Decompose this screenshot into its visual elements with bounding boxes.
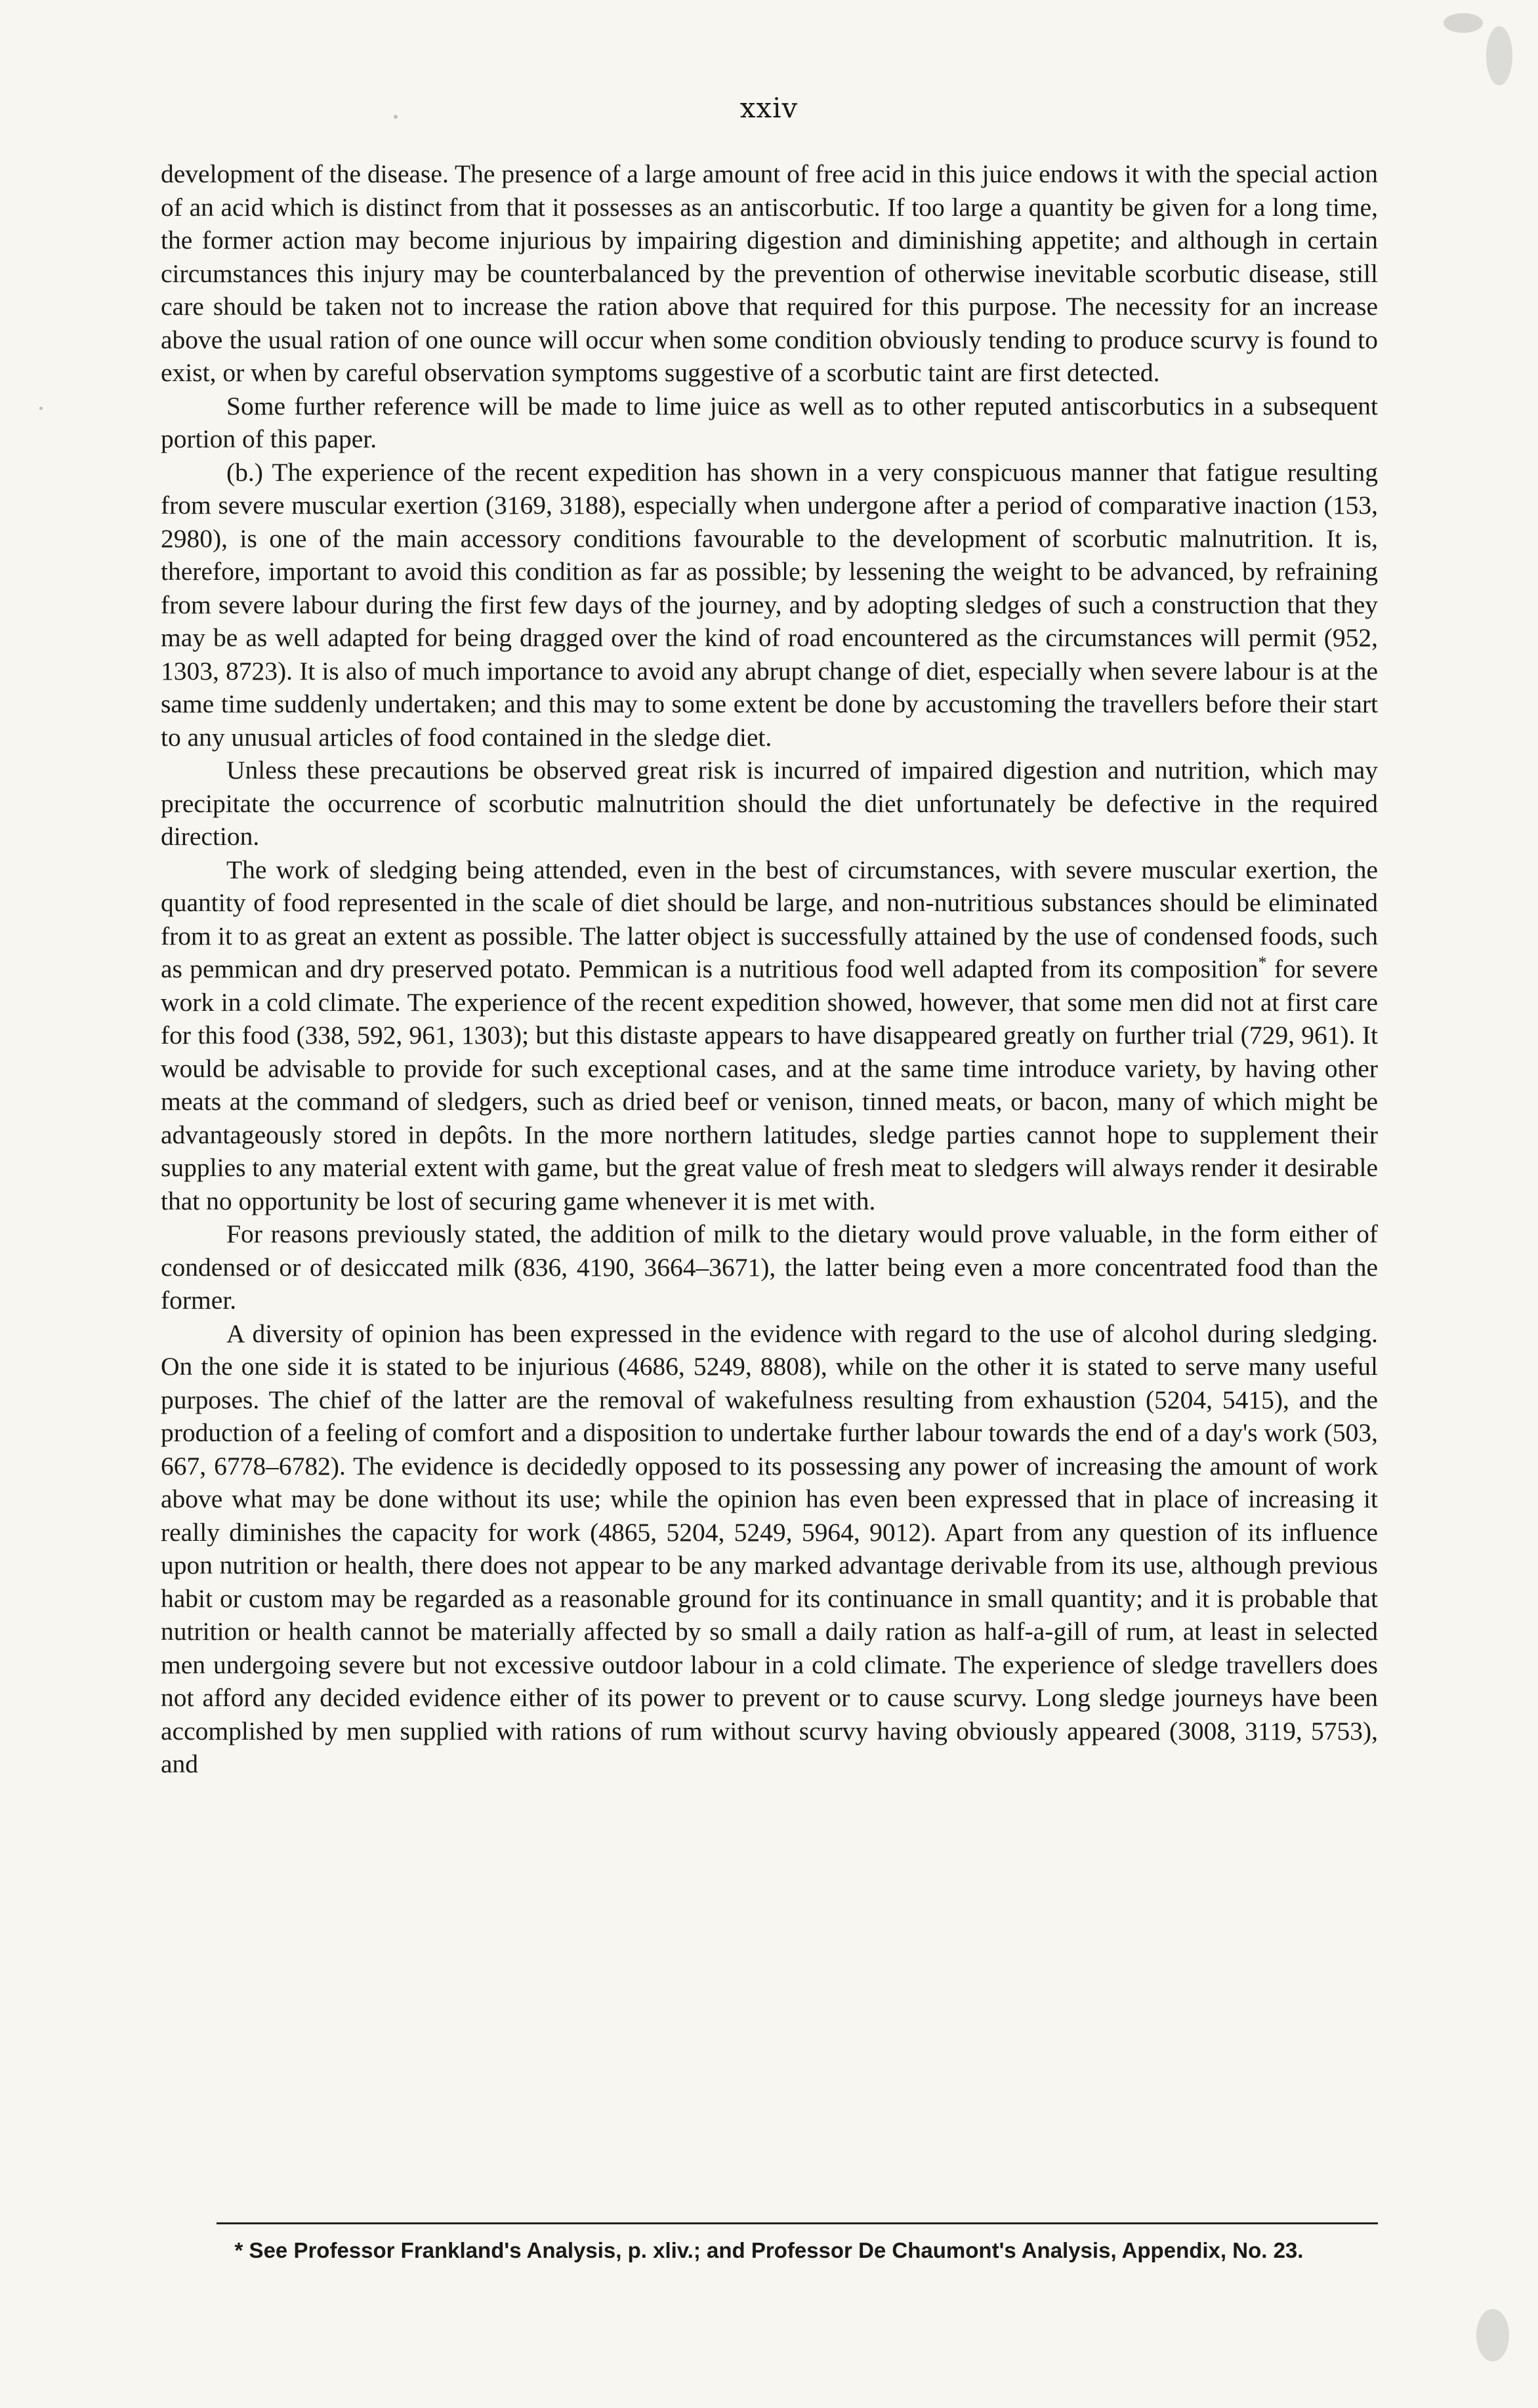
paragraph-sledging-food-part1: The work of sledging being attended, even in the best of circumstances, with severe muscular exertion, the quantity of food represented in the scale of diet should be large, and non-nutritious substances should be eliminated from it to as great an extent as possible. The latter object is successfully attained by the use of condensed foods, such as pemmican and dry preserved potato. Pemmican is a nutritious food well adapted from its composition [161,855,1378,983]
paragraph-milk: For reasons previously stated, the addition of milk to the dietary would prove valuable, in the form either of condensed or of desiccated milk (836, 4190, 3664–3671), the latter being even a more concentrated food than the former. [161,1219,1378,1315]
paragraph-alcohol: A diversity of opinion has been expressed in the evidence with regard to the use of alcohol during sledging. On the one side it is stated to be injurious (4686, 5249, 8808), while on the other it is stated to serve many useful purposes. The chief of the latter are the removal of wakefulness resulting from exhaustion (5204, 5415), and the production of a feeling of comfort and a disposition to undertake further labour towards the end of a day's work (503, 667, 6778–6782). The evidence is decidedly opposed to its possessing any power of increasing the amount of work above what may be done without its use; while the opinion has even been expressed that in place of increasing it really diminishes the capacity for work (4865, 5204, 5249, 5964, 9012). Apart from any question of its influence upon nutrition or health, there does not appear to be any marked advantage derivable from its use, although previous habit or custom may be regarded as a reasonable ground for its continuance in small quantity; and it is probable that nutrition or health cannot be materially affected by so small a daily ration as half-a-gill of rum, at least in selected men undergoing severe but not excessive outdoor labour in a cold climate. The experience of sledge travellers does not afford any decided evidence either of its power to prevent or to cause scurvy. Long sledge journeys have been accomplished by men supplied with rations of rum without scurvy having obviously appeared (3008, 3119, 5753), and [161,1318,1378,1778]
page-number: xxiv [739,92,799,124]
footnote-marker: * [1258,952,1267,972]
scan-speck [1476,2309,1509,2361]
paragraph-sledging-food [161,853,1378,1218]
body-text [161,157,1378,1781]
footnote: * See Professor Frankland's Analysis, p. xliv.; and Professor De Chaumont's Analysis, Appendix, No. 23. [234,2238,1304,2262]
paragraph-precautions: Unless these precautions be observed great risk is incurred of impaired digestion and nutrition, which may precipitate the occurrence of scorbutic malnutrition should the diet unfortunately be defective in the required direction. [161,756,1378,851]
paragraph-further-reference: Some further reference will be made to lime juice as well as to other reputed antiscorbutics in a subsequent portion of this paper. [161,391,1378,453]
paragraph-lime-juice-continuation: development of the disease. The presence of a large amount of free acid in this juice endows it with the special action of an acid which is distinct from that it possesses as an antiscorbutic. If too large a quantity be given for a long time, the former action may become injurious by impairing digestion and diminishing appetite; and although in certain circumstances this injury may be counterbalanced by the prevention of otherwise inevitable scorbutic disease, still care should be taken not to increase the ration above that required for this purpose. The necessity for an increase above the usual ration of one ounce will occur when some condition obviously tending to produce scurvy is found to exist, or when by careful observation symptoms suggestive of a scorbutic taint are first detected. [161,159,1378,387]
footnote-rule [217,2222,1378,2224]
scan-speck [1444,13,1483,33]
scan-speck [39,407,43,410]
scan-speck [1486,26,1512,85]
scan-speck [394,115,398,119]
paragraph-sledging-food-part2: for severe work in a cold climate. The experience of the recent expedition showed, however, that some men did not at first care for this food (338, 592, 961, 1303); but this distaste appears to have disappeared greatly on further trial (729, 961). It would be advisable to provide for such exceptional cases, and at the same time introduce variety, by having other meats at the command of sledgers, such as dried beef or venison, tinned meats, or bacon, many of which might be advantageously stored in depôts. In the more northern latitudes, sledge parties cannot hope to supplement their supplies to any material extent with game, but the great value of fresh meat to sledgers will always render it desirable that no opportunity be lost of securing game whenever it is met with. [161,954,1378,1215]
paragraph-fatigue: (b.) The experience of the recent expedition has shown in a very conspicuous manner that fatigue resulting from severe muscular exertion (3169, 3188), especially when undergone after a period of comparative inaction (153, 2980), is one of the main accessory conditions favourable to the development of scorbutic malnutrition. It is, therefore, important to avoid this condition as far as possible; by lessening the weight to be advanced, by refraining from severe labour during the first few days of the journey, and by adopting sledges of such a construction that they may be as well adapted for being dragged over the kind of road encountered as the circumstances will permit (952, 1303, 8723). It is also of much importance to avoid any abrupt change of diet, especially when severe labour is at the same time suddenly undertaken; and this may to some extent be done by accustoming the travellers before their start to any unusual articles of food contained in the sledge diet. [161,457,1378,752]
